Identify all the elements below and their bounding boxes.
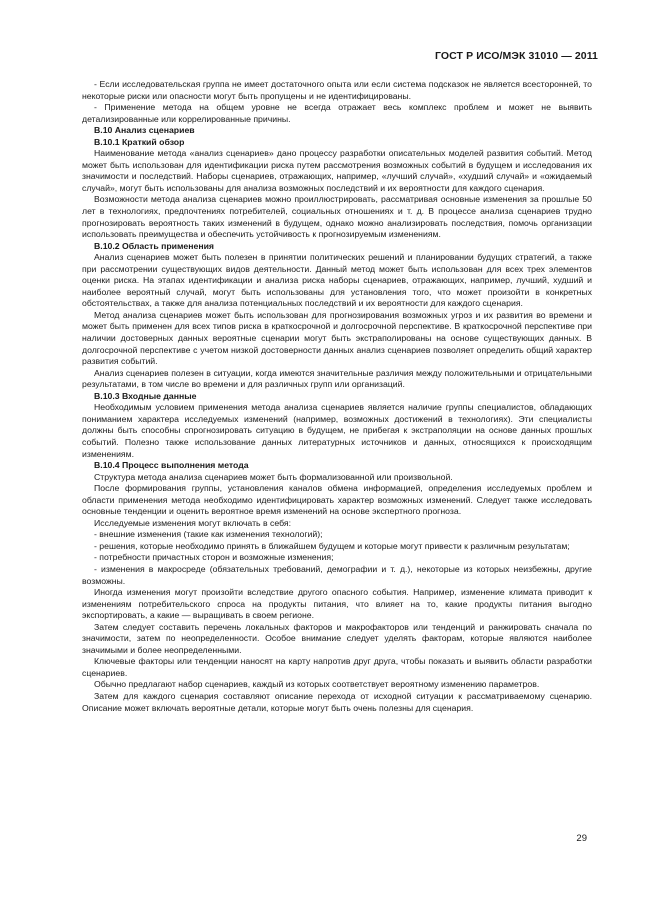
body-paragraph: Иногда изменения могут произойти вследствие другого опасного события. Например, изменение климата приводит к изменениям потребительского спроса на продукты питания, что влияет на то, какие продукты питания выгодно экспортировать, а какие — выращивать в своем регионе. (82, 587, 592, 621)
body-paragraph: Анализ сценариев полезен в ситуации, когда имеются значительные различия между положительными и отрицательными результатами, в том числе во времени и для различных групп или организаций. (82, 367, 592, 390)
document-header: ГОСТ Р ИСО/МЭК 31010 — 2011 (434, 50, 598, 62)
body-paragraph: Затем для каждого сценария составляют описание перехода от исходной ситуации к рассматриваемому сценарию. Описание может включать вероятные детали, которые могут быть очень полезны для сценария. (82, 690, 592, 713)
body-paragraph: - Если исследовательская группа не имеет достаточного опыта или если система подсказок не является всесторонней, то некоторые риски или опасности могут быть пропущены и не идентифицированы. (82, 79, 592, 101)
body-paragraph: Структура метода анализа сценариев может быть формализованной или произвольной. (94, 471, 453, 482)
body-paragraph: Метод анализа сценариев может быть использован для прогнозирования возможных угроз и их развития во времени и может быть применен для всех типов риска в краткосрочной и долгосрочной перспективе. В краткосрочной перспективе при наличии достоверных данных вероятные сценарии могут быть экстраполированы на основе существующих данных. В долгосрочной перспективе с учетом низкой достоверности данных анализ сценариев позволяет определить общий характер развития событий. (82, 309, 592, 367)
section-heading: В.10.2 Область применения (94, 240, 214, 251)
section-heading: В.10 Анализ сценариев (94, 125, 195, 136)
body-paragraph: - изменения в макросреде (обязательных требований, демографии и т. д.), некоторые из которых неизбежны, другие возможны. (82, 563, 592, 586)
body-paragraph: Исследуемые изменения могут включать в себя: (94, 517, 291, 528)
section-heading: В.10.1 Краткий обзор (94, 136, 185, 147)
body-paragraph: - потребности причастных сторон и возможные изменения; (94, 552, 334, 563)
body-paragraph: Анализ сценариев может быть полезен в принятии политических решений и планировании будущих стратегий, а также при рассмотрении существующих видов деятельности. Данный метод может быть использован для всех трех элементов оценки риска. На этапах идентификации и анализа риска наборы сценариев, отражающих, например, лучший, худший и наиболее вероятный случай, могут быть использованы для установления того, что может произойти в конкретных обстоятельствах, а также для анализа потенциальных последствий и их вероятности для каждого сценария. (82, 252, 592, 309)
body-paragraph: Ключевые факторы или тенденции наносят на карту напротив друг друга, чтобы показать и выявить области разработки сценариев. (82, 656, 592, 678)
body-paragraph: - Применение метода на общем уровне не всегда отражает весь комплекс проблем и может не выявить детализированные или коррелированные причины. (82, 102, 592, 124)
body-paragraph: Необходимым условием применения метода анализа сценариев является наличие группы специалистов, обладающих пониманием характера исследуемых изменений (например, возможных достижений в технологиях). Эти специалисты должны быть способны спрогнозировать ситуацию в будущем, не прибегая к экстраполяции на основе данных прошлых событий. Полезно также использование данных литературных источников и данных, относящихся к происходящим изменениям. (82, 402, 592, 459)
body-paragraph: После формирования группы, установления каналов обмена информацией, определения исследуемых проблем и области применения метода необходимо идентифицировать характер возможных изменений. Следует также исследовать основные тенденции и оценить вероятное время изменений на основе экспертного прогноза. (82, 483, 592, 517)
body-paragraph: - внешние изменения (такие как изменения технологий); (94, 529, 323, 540)
document-body (82, 79, 592, 714)
section-heading: В.10.4 Процесс выполнения метода (94, 460, 249, 471)
body-paragraph: - решения, которые необходимо принять в ближайшем будущем и которые могут привести к различным результатам; (94, 540, 570, 551)
section-heading: В.10.3 Входные данные (94, 390, 197, 401)
body-paragraph: Наименование метода «анализ сценариев» дано процессу разработки описательных моделей развития событий. Метод может быть использован для идентификации риска путем рассмотрения возможных событий в будущем и исследования их значимости и последствий. Наборы сценариев, отражающих, например, «лучший случай», «худший случай» и «ожидаемый случай», могут быть использованы для анализа возможных последствий и их вероятности для каждого сценария. (82, 148, 592, 193)
body-paragraph: Обычно предлагают набор сценариев, каждый из которых соответствует вероятному изменению параметров. (94, 679, 540, 690)
body-paragraph: Возможности метода анализа сценариев можно проиллюстрировать, рассматривая основные изменения за прошлые 50 лет в технологиях, предпочтениях потребителей, социальных отношениях и т. д. В процессе анализа сценариев трудно прогнозировать вероятность таких изменений в будущем, однако можно анализировать последствия, помочь организации использовать преимущества и обеспечить устойчивость к прогнозируемым изменениям. (82, 194, 592, 240)
page-number: 29 (576, 833, 587, 844)
body-paragraph: Затем следует составить перечень локальных факторов и макрофакторов или тенденций и ранжировать сначала по значимости, затем по неопределенности. Особое внимание следует уделять факторам, которые являются наиболее значимыми и более неопределенными. (82, 621, 592, 655)
